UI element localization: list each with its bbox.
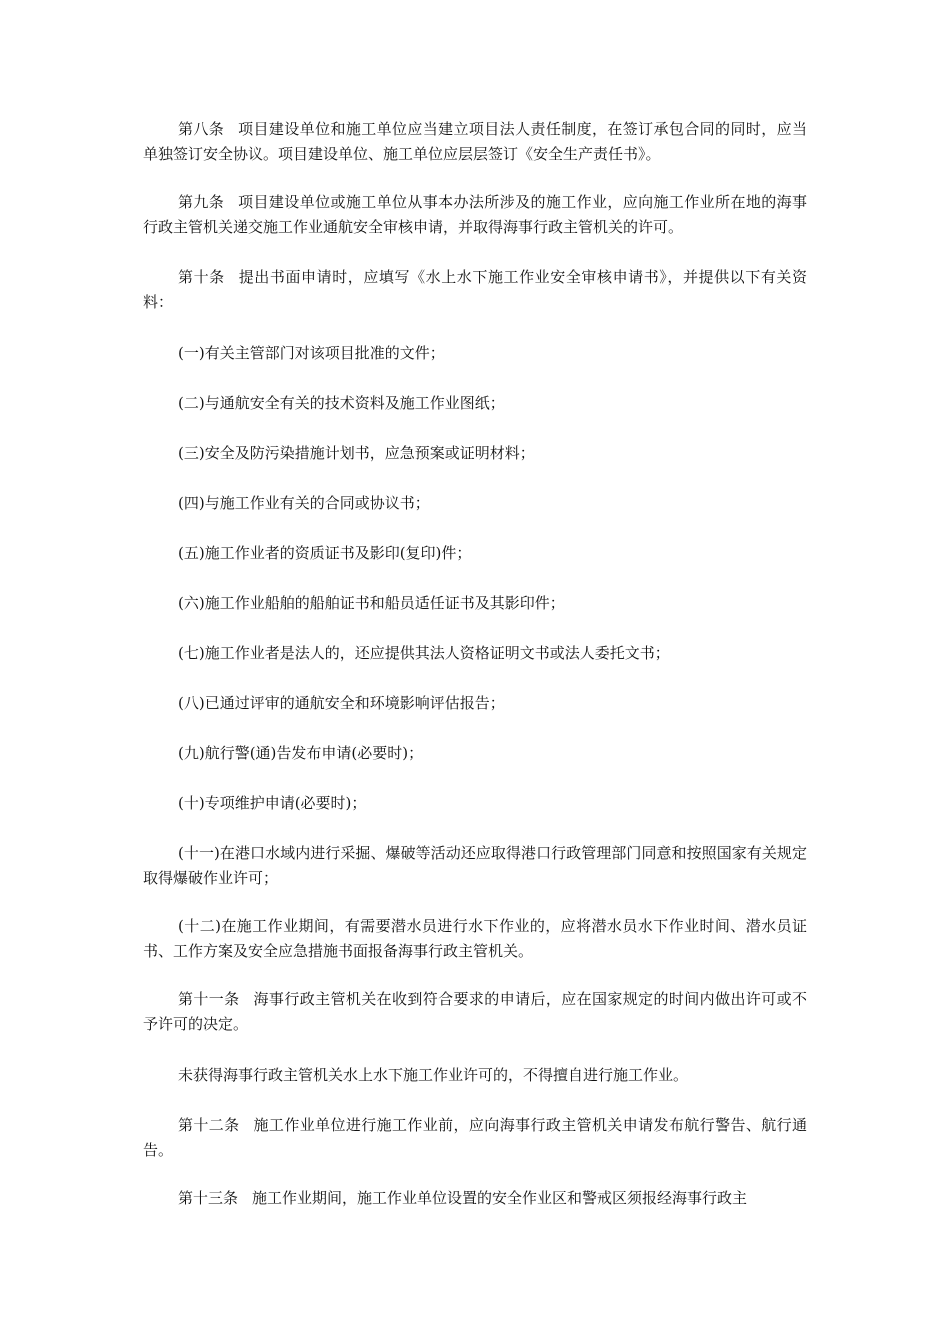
paragraph-text: (六)施工作业船舶的船舶证书和船员适任证书及其影印件； bbox=[178, 594, 565, 612]
article-8-paragraph bbox=[143, 117, 807, 167]
paragraph-text: (一)有关主管部门对该项目批准的文件； bbox=[178, 344, 445, 362]
plain-paragraph bbox=[143, 1063, 807, 1088]
paragraph-text: (十二)在施工作业期间，有需要潜水员进行水下作业的，应将潜水员水下作业时间、潜水员证书、工作方案及安全应急措施书面报备海事行政主管机关。 bbox=[143, 917, 807, 960]
paragraph-text: (八)已通过评审的通航安全和环境影响评估报告； bbox=[178, 694, 505, 712]
list-item bbox=[143, 441, 807, 466]
article-label: 第十三条 bbox=[178, 1189, 239, 1207]
paragraph-text: 项目建设单位或施工单位从事本办法所涉及的施工作业，应向施工作业所在地的海事行政主管机关递交施工作业通航安全审核申请，并取得海事行政主管机关的许可。 bbox=[143, 193, 807, 236]
paragraph-text: (十一)在港口水域内进行采掘、爆破等活动还应取得港口行政管理部门同意和按照国家有关规定取得爆破作业许可； bbox=[143, 844, 807, 887]
paragraph-text: 项目建设单位和施工单位应当建立项目法人责任制度，在签订承包合同的同时，应当单独签订安全协议。项目建设单位、施工单位应层层签订《安全生产责任书》。 bbox=[143, 120, 807, 163]
list-item bbox=[143, 791, 807, 816]
paragraph-text: 施工作业单位进行施工作业前，应向海事行政主管机关申请发布航行警告、航行通告。 bbox=[143, 1116, 807, 1159]
paragraph-text: (三)安全及防污染措施计划书，应急预案或证明材料； bbox=[178, 444, 535, 462]
article-label: 第十一条 bbox=[178, 990, 240, 1008]
paragraph-text: 海事行政主管机关在收到符合要求的申请后，应在国家规定的时间内做出许可或不予许可的决定。 bbox=[143, 990, 807, 1033]
article-label: 第九条 bbox=[178, 193, 225, 211]
article-10-paragraph bbox=[143, 265, 807, 315]
article-12-paragraph bbox=[143, 1113, 807, 1163]
article-11-paragraph bbox=[143, 987, 807, 1037]
list-item bbox=[143, 914, 807, 964]
list-item bbox=[143, 541, 807, 566]
paragraph-text: 施工作业期间，施工作业单位设置的安全作业区和警戒区须报经海事行政主 bbox=[252, 1189, 748, 1207]
article-label: 第八条 bbox=[178, 120, 225, 138]
article-9-paragraph bbox=[143, 190, 807, 240]
article-label: 第十条 bbox=[178, 268, 225, 286]
paragraph-text: 提出书面申请时，应填写《水上水下施工作业安全审核申请书》，并提供以下有关资料： bbox=[143, 268, 807, 311]
article-label: 第十二条 bbox=[178, 1116, 240, 1134]
paragraph-text: (二)与通航安全有关的技术资料及施工作业图纸； bbox=[178, 394, 505, 412]
list-item bbox=[143, 391, 807, 416]
paragraph-text: (十)专项维护申请(必要时)； bbox=[178, 794, 367, 812]
paragraph-text: (四)与施工作业有关的合同或协议书； bbox=[178, 494, 430, 512]
article-13-paragraph bbox=[143, 1186, 807, 1211]
list-item bbox=[143, 591, 807, 616]
paragraph-text: (九)航行警(通)告发布申请(必要时)； bbox=[178, 744, 424, 762]
list-item bbox=[143, 691, 807, 716]
paragraph-text: 未获得海事行政主管机关水上水下施工作业许可的，不得擅自进行施工作业。 bbox=[178, 1066, 689, 1084]
list-item bbox=[143, 341, 807, 366]
document-page bbox=[143, 0, 807, 1344]
list-item bbox=[143, 841, 807, 891]
paragraph-text: (七)施工作业者是法人的，还应提供其法人资格证明文书或法人委托文书； bbox=[178, 644, 670, 662]
paragraph-text: (五)施工作业者的资质证书及影印(复印)件； bbox=[178, 544, 472, 562]
list-item bbox=[143, 491, 807, 516]
list-item bbox=[143, 641, 807, 666]
list-item bbox=[143, 741, 807, 766]
